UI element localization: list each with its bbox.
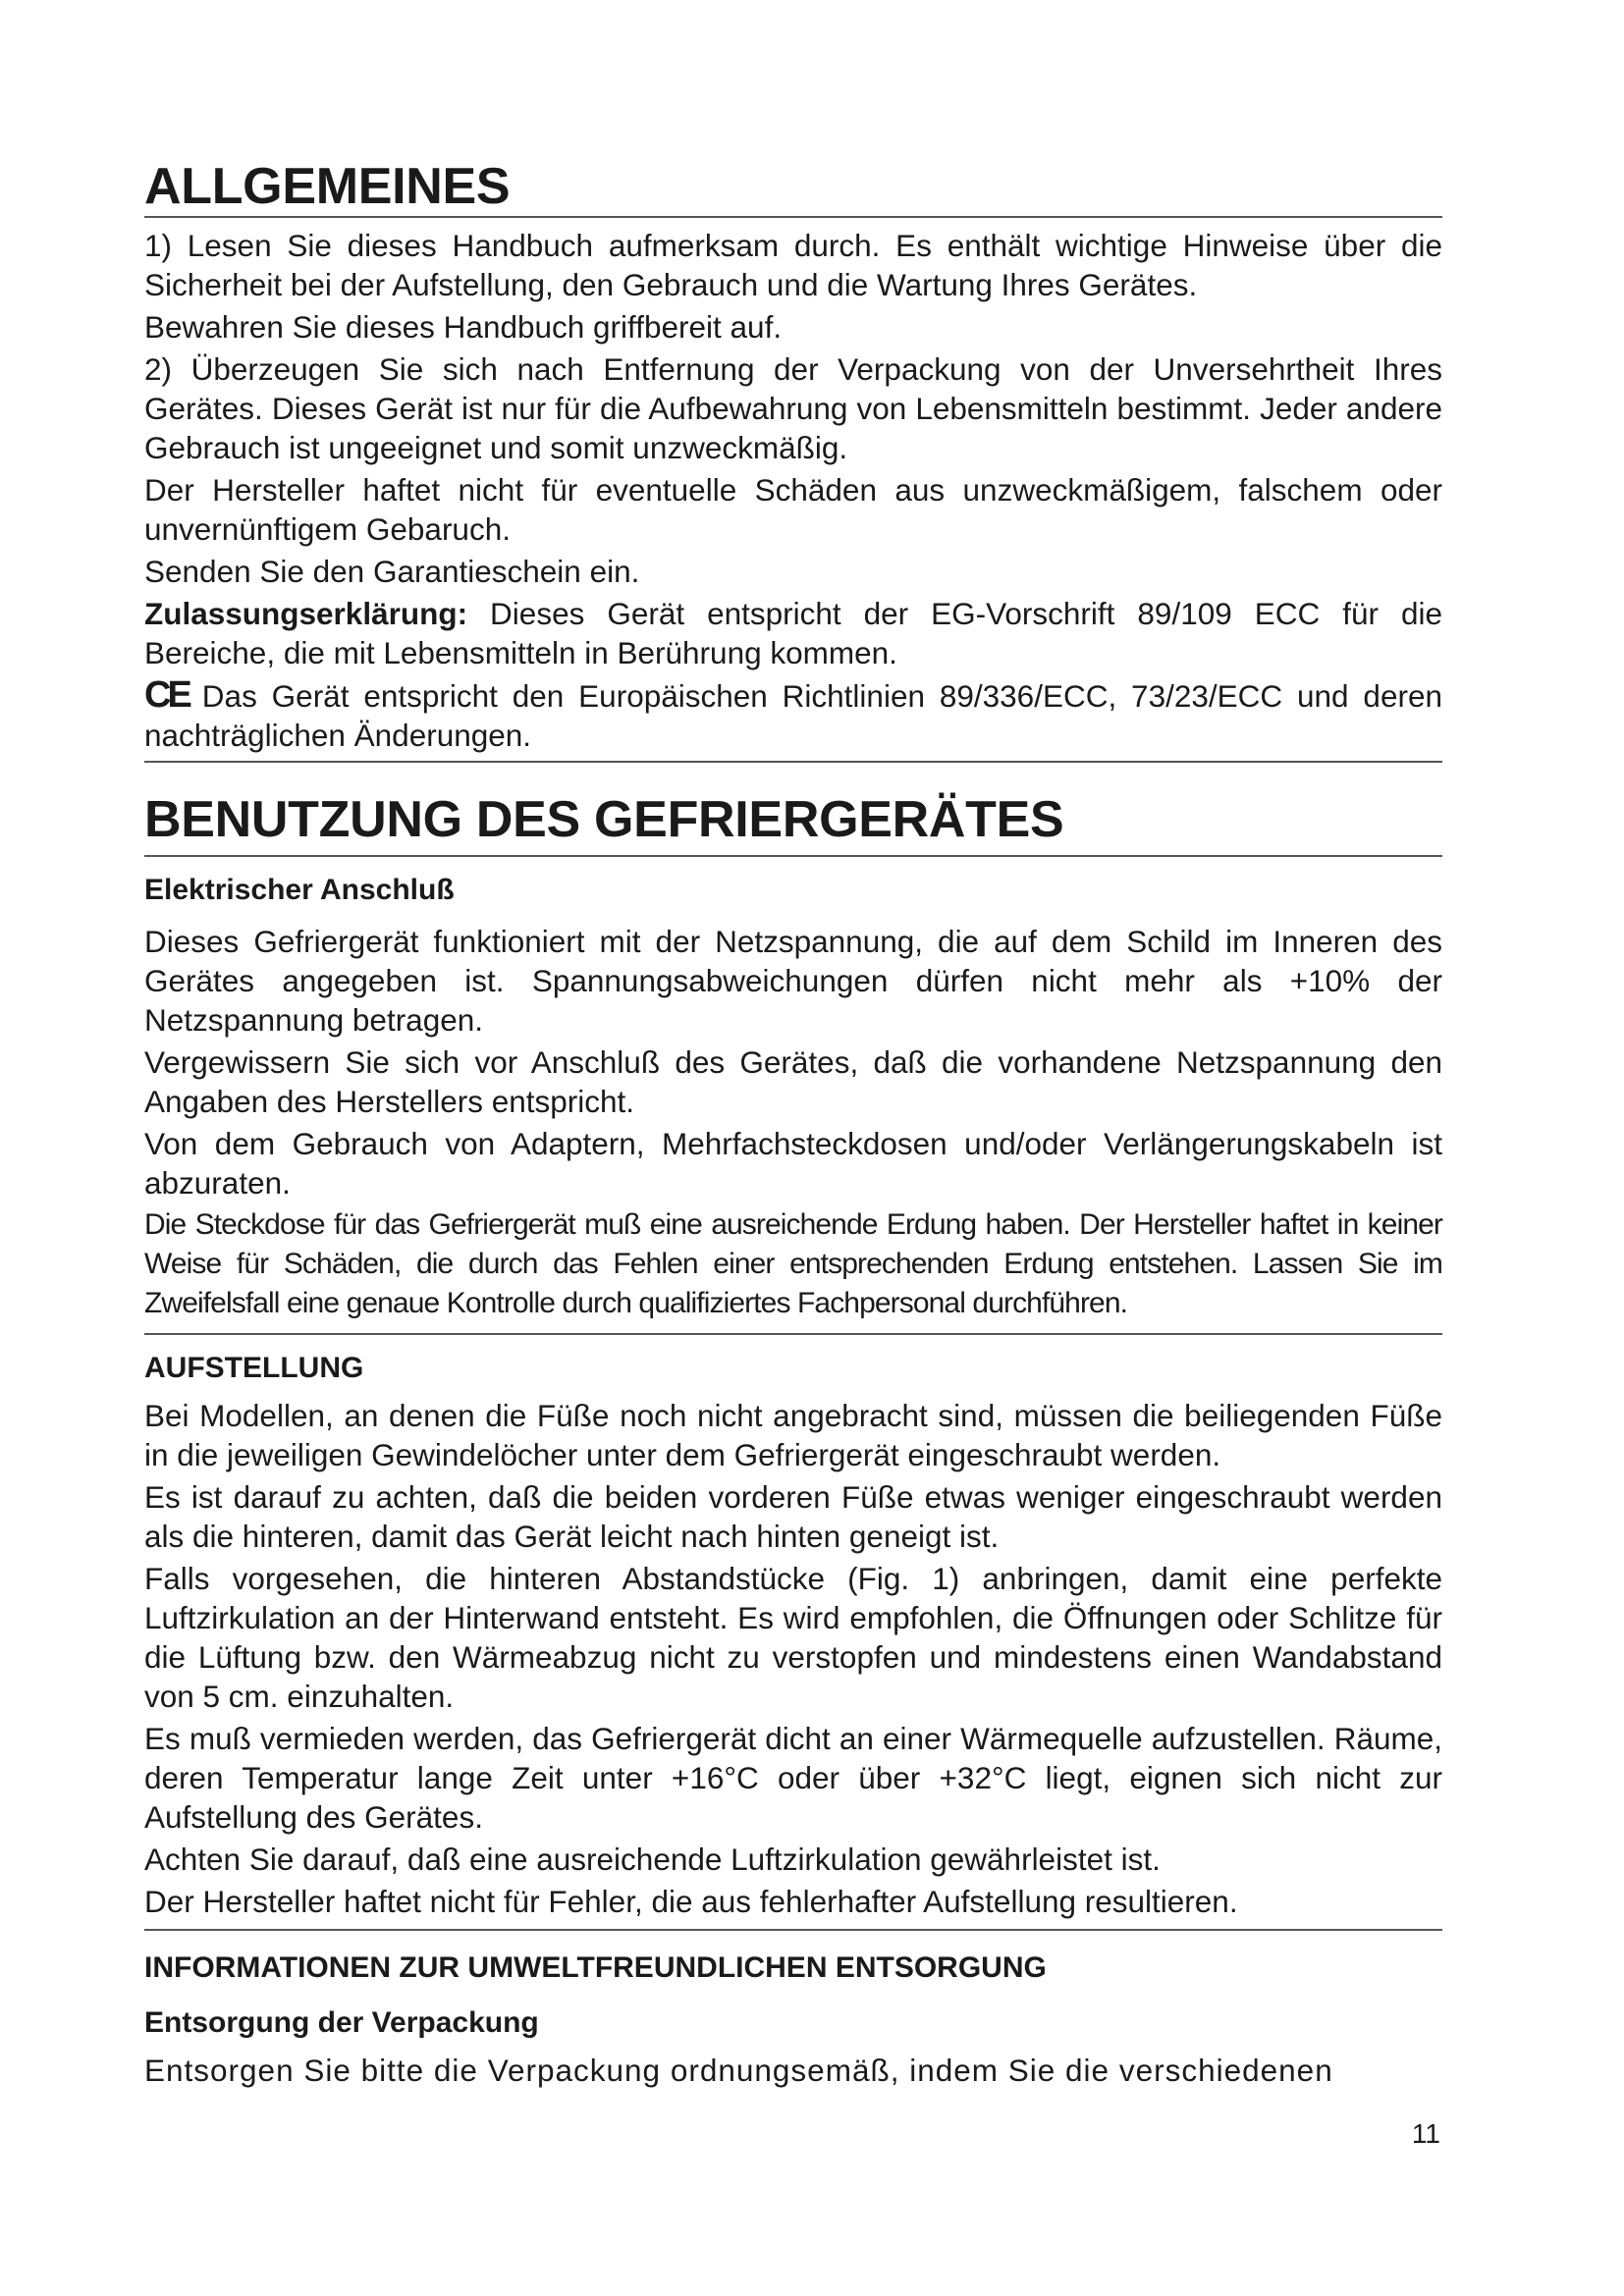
installation-body <box>144 1396 1442 1921</box>
paragraph: 1) Lesen Sie dieses Handbuch aufmerksam durch. Es enthält wichtige Hinweise über die Sicherheit bei der Aufstellung, den Gebrauch und die Wartung Ihres Gerätes. <box>144 228 1442 302</box>
approval-label: Zulassungserklärung: <box>144 596 468 631</box>
section-title-general: ALLGEMEINES <box>144 158 511 215</box>
divider <box>144 1929 1442 1931</box>
paragraph: Senden Sie den Garantieschein ein. <box>144 554 640 589</box>
general-body <box>144 226 1442 755</box>
divider <box>144 855 1442 857</box>
document-page <box>144 157 1442 2090</box>
subheading-disposal: INFORMATIONEN ZUR UMWELTFREUNDLICHEN ENTSORGUNG <box>144 1951 1047 1984</box>
page-number: 11 <box>1411 2118 1440 2149</box>
paragraph: Dieses Gefriergerät funktioniert mit der Netzspannung, die auf dem Schild im Inneren des Gerätes angegeben ist. Spannungsabweichungen dürfen nicht mehr als +10% der Netzspannung betragen. <box>144 924 1442 1038</box>
paragraph: Falls vorgesehen, die hinteren Abstandstücke (Fig. 1) anbringen, damit eine perfekte Luftzirkulation an der Hinterwand entsteht. Es wird empfohlen, die Öffnungen oder Schlitze für die Lüftung bzw. den Wärmeabzug nicht zu verstopfen und mindestens einen Wandabstand von 5 cm. einzuhalten. <box>144 1561 1442 1714</box>
paragraph: 2) Überzeugen Sie sich nach Entfernung der Verpackung von der Unversehrtheit Ihres Gerätes. Dieses Gerät ist nur für die Aufbewahrung von Lebensmitteln bestimmt. Jeder andere Gebrauch ist ungeeignet und somit unzweckmäßig. <box>144 351 1442 465</box>
paragraph: Vergewissern Sie sich vor Anschluß des Gerätes, daß die vorhandene Netzspannung den Angaben des Herstellers entspricht. <box>144 1044 1442 1119</box>
paragraph: Achten Sie darauf, daß eine ausreichende Luftzirkulation gewährleistet ist. <box>144 1842 1161 1877</box>
ce-mark-icon: CE <box>144 674 189 716</box>
ce-text: Das Gerät entspricht den Europäischen Richtlinien 89/336/ECC, 73/23/ECC und deren nachträglichen Änderungen. <box>144 678 1442 753</box>
paragraph: Der Hersteller haftet nicht für eventuelle Schäden aus unzweckmäßigem, falschem oder unvernünftigem Gebaruch. <box>144 472 1442 547</box>
subheading-electrical: Elektrischer Anschluß <box>144 874 455 906</box>
paragraph: Bei Modellen, an denen die Füße noch nicht angebracht sind, müssen die beiliegenden Füße in die jeweiligen Gewindelöcher unter dem Gefriergerät eingeschraubt werden. <box>144 1398 1442 1472</box>
approval-text: Dieses Gerät entspricht der EG-Vorschrift 89/109 ECC für die Bereiche, die mit Lebensmitteln in Berührung kommen. <box>144 596 1442 670</box>
paragraph: Es muß vermieden werden, das Gefriergerät dicht an einer Wärmequelle aufzustellen. Räume, deren Temperatur lange Zeit unter +16°C oder über +32°C liegt, eignen sich nicht zur Aufstellung des Gerätes. <box>144 1721 1442 1835</box>
paragraph: Der Hersteller haftet nicht für Fehler, die aus fehlerhafter Aufstellung resultieren. <box>144 1884 1238 1919</box>
divider <box>144 1333 1442 1335</box>
subheading-packaging: Entsorgung der Verpackung <box>144 2006 539 2039</box>
approval-paragraph <box>144 594 1442 672</box>
divider <box>144 761 1442 763</box>
paragraph: Es ist darauf zu achten, daß die beiden vorderen Füße etwas weniger eingeschraubt werden als die hinteren, damit das Gerät leicht nach hinten geneigt ist. <box>144 1479 1442 1554</box>
divider <box>144 216 1442 218</box>
section-title-usage: BENUTZUNG DES GEFRIERGERÄTES <box>144 791 1064 848</box>
ce-paragraph <box>144 675 1442 755</box>
paragraph: Die Steckdose für das Gefriergerät muß eine ausreichende Erdung haben. Der Hersteller haftet in keiner Weise für Schäden, die durch das Fehlen einer entsprechenden Erdung entstehen. Lassen Sie im Zweifelsfall eine genaue Kontrolle durch qualifiziertes Fachpersonal durchführen. <box>144 1208 1442 1319</box>
electrical-body <box>144 922 1442 1323</box>
paragraph: Bewahren Sie dieses Handbuch griffbereit auf. <box>144 309 783 345</box>
paragraph: Von dem Gebrauch von Adaptern, Mehrfachsteckdosen und/oder Verlängerungskabeln ist abzuraten. <box>144 1126 1442 1201</box>
paragraph: Entsorgen Sie bitte die Verpackung ordnungsemäß, indem Sie die verschiedenen <box>144 2053 1333 2088</box>
subheading-installation: AUFSTELLUNG <box>144 1352 364 1384</box>
